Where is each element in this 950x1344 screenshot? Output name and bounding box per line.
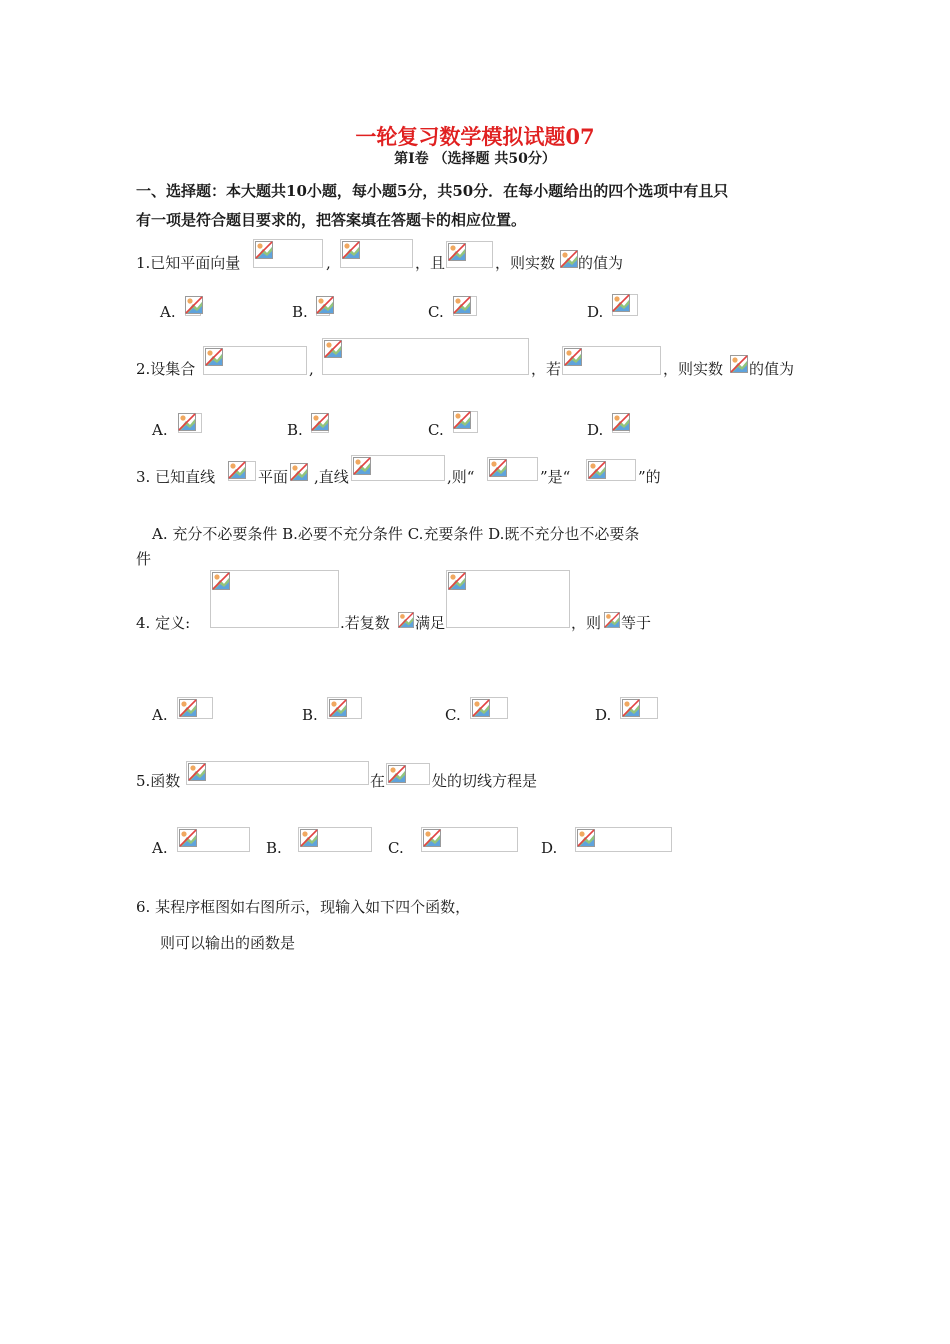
broken-image-icon bbox=[185, 296, 203, 314]
q4-option-c-label: C. bbox=[445, 706, 461, 724]
q5-option-a-label: A. bbox=[152, 839, 168, 857]
q5-text-c: 处的切线方程是 bbox=[432, 772, 538, 790]
q3-formula-image-2 bbox=[290, 463, 312, 481]
q2-option-a-label: A. bbox=[152, 421, 168, 439]
q6-line2: 则可以输出的函数是 bbox=[160, 934, 296, 952]
q1-text-c: 的值为 bbox=[578, 254, 624, 272]
broken-image-icon bbox=[453, 296, 471, 314]
q5-option-a-image bbox=[177, 827, 250, 852]
q6-line1: 6. 某程序框图如右图所示，现输入如下四个函数， bbox=[136, 898, 471, 916]
broken-image-icon bbox=[612, 294, 630, 312]
q4-condition-image bbox=[446, 570, 570, 628]
q4-variable-image-2 bbox=[604, 612, 620, 628]
q1-option-a-image bbox=[185, 296, 201, 316]
q2-text-a: 2.设集合 bbox=[136, 360, 196, 378]
broken-image-icon bbox=[290, 463, 308, 481]
broken-image-icon bbox=[188, 763, 206, 781]
q2-option-d-image bbox=[612, 413, 630, 433]
q5-option-d-image bbox=[575, 827, 672, 852]
q4-text-b: .若复数 bbox=[340, 614, 390, 632]
broken-image-icon bbox=[205, 348, 223, 366]
q1-option-c-image bbox=[453, 296, 477, 316]
q1-sep2: ，且 bbox=[415, 254, 446, 272]
broken-image-icon bbox=[228, 461, 246, 479]
broken-image-icon bbox=[316, 296, 334, 314]
broken-image-icon bbox=[472, 699, 490, 717]
broken-image-icon bbox=[311, 413, 329, 431]
q4-determinant-image bbox=[210, 570, 339, 628]
q2-variable-image bbox=[730, 355, 748, 375]
q5-text-b: 在 bbox=[370, 772, 386, 790]
q1-text-a: 1.已知平面向量 bbox=[136, 254, 241, 272]
q1-formula-image-1 bbox=[253, 239, 323, 268]
q4-text-d: ，则 bbox=[571, 614, 602, 632]
q1-option-b-image bbox=[316, 296, 330, 316]
broken-image-icon bbox=[324, 340, 342, 358]
broken-image-icon bbox=[489, 459, 507, 477]
q4-option-b-label: B. bbox=[302, 706, 318, 724]
page-subtitle: 第Ⅰ卷 （选择题 共50分） bbox=[394, 151, 556, 167]
q1-option-a-label: A. bbox=[160, 303, 176, 321]
q3-formula-image-3 bbox=[351, 455, 445, 481]
broken-image-icon bbox=[588, 461, 606, 479]
broken-image-icon bbox=[423, 829, 441, 847]
section-instructions-line2: 有一项是符合题目要求的，把答案填在答题卡的相应位置。 bbox=[136, 211, 527, 229]
q4-option-c-image bbox=[470, 697, 508, 719]
q4-option-b-image bbox=[327, 697, 362, 719]
broken-image-icon bbox=[604, 612, 620, 628]
q2-option-b-label: B. bbox=[287, 421, 303, 439]
q3-text-c: ,直线 bbox=[314, 468, 349, 486]
q1-formula-image-2 bbox=[340, 239, 413, 268]
q2-sep1: , bbox=[309, 360, 314, 378]
q5-function-image bbox=[186, 761, 369, 785]
q3-formula-image-4 bbox=[487, 457, 538, 481]
broken-image-icon bbox=[388, 765, 406, 783]
broken-image-icon bbox=[564, 348, 582, 366]
q2-option-a-image bbox=[178, 413, 202, 433]
broken-image-icon bbox=[560, 250, 578, 268]
q2-option-c-image bbox=[453, 411, 478, 433]
broken-image-icon bbox=[453, 411, 471, 429]
q3-text-d: ,则“ bbox=[447, 468, 475, 486]
q2-text-b: ，则实数 bbox=[663, 360, 724, 378]
q3-text-e: ”是“ bbox=[540, 468, 571, 486]
q4-text-a: 4. 定义: bbox=[136, 614, 191, 632]
page-title: 一轮复习数学模拟试题07 bbox=[355, 124, 595, 149]
q1-option-d-image bbox=[612, 294, 638, 316]
broken-image-icon bbox=[730, 355, 748, 373]
q1-text-b: ，则实数 bbox=[495, 254, 556, 272]
broken-image-icon bbox=[300, 829, 318, 847]
q1-formula-image-3 bbox=[446, 241, 493, 268]
q2-formula-image-2 bbox=[322, 338, 529, 375]
q2-formula-image-3 bbox=[562, 346, 661, 375]
broken-image-icon bbox=[255, 241, 273, 259]
q3-text-b: 平面 bbox=[258, 468, 289, 486]
broken-image-icon bbox=[577, 829, 595, 847]
broken-image-icon bbox=[448, 243, 466, 261]
section-instructions-line1: 一、选择题：本大题共10小题，每小题5分，共50分．在每小题给出的四个选项中有且只 bbox=[136, 182, 729, 200]
q5-option-c-label: C. bbox=[388, 839, 404, 857]
broken-image-icon bbox=[329, 699, 347, 717]
q1-option-b-label: B. bbox=[292, 303, 308, 321]
q3-options-line2: 件 bbox=[136, 550, 152, 568]
broken-image-icon bbox=[179, 699, 197, 717]
q5-option-b-image bbox=[298, 827, 372, 852]
q2-option-c-label: C. bbox=[428, 421, 444, 439]
q1-variable-image bbox=[560, 250, 578, 270]
q2-text-c: 的值为 bbox=[749, 360, 795, 378]
q4-text-c: 满足 bbox=[415, 614, 446, 632]
broken-image-icon bbox=[342, 241, 360, 259]
q4-text-e: 等于 bbox=[621, 614, 652, 632]
broken-image-icon bbox=[179, 829, 197, 847]
broken-image-icon bbox=[178, 413, 196, 431]
q5-text-a: 5.函数 bbox=[136, 772, 181, 790]
q4-option-d-label: D. bbox=[595, 706, 612, 724]
q1-option-d-label: D. bbox=[587, 303, 604, 321]
q3-text-a: 3. 已知直线 bbox=[136, 468, 216, 486]
q5-option-b-label: B. bbox=[266, 839, 282, 857]
q3-text-f: ”的 bbox=[638, 468, 661, 486]
q4-option-a-image bbox=[177, 697, 213, 719]
broken-image-icon bbox=[398, 612, 414, 628]
broken-image-icon bbox=[622, 699, 640, 717]
q5-option-c-image bbox=[421, 827, 518, 852]
broken-image-icon bbox=[612, 413, 630, 431]
q2-option-b-image bbox=[311, 413, 329, 433]
broken-image-icon bbox=[353, 457, 371, 475]
q1-option-c-label: C. bbox=[428, 303, 444, 321]
q3-formula-image-1 bbox=[228, 461, 256, 481]
q5-point-image bbox=[386, 763, 430, 785]
q2-option-d-label: D. bbox=[587, 421, 604, 439]
q2-formula-image-1 bbox=[203, 346, 307, 375]
q2-sep2: ，若 bbox=[531, 360, 562, 378]
broken-image-icon bbox=[448, 572, 466, 590]
q4-variable-image bbox=[398, 612, 414, 628]
q5-option-d-label: D. bbox=[541, 839, 558, 857]
q3-formula-image-5 bbox=[586, 459, 636, 481]
q1-sep1: , bbox=[326, 254, 331, 272]
q4-option-d-image bbox=[620, 697, 658, 719]
q4-option-a-label: A. bbox=[152, 706, 168, 724]
broken-image-icon bbox=[212, 572, 230, 590]
q3-options-line1: A. 充分不必要条件 B.必要不充分条件 C.充要条件 D.既不充分也不必要条 bbox=[152, 525, 640, 543]
